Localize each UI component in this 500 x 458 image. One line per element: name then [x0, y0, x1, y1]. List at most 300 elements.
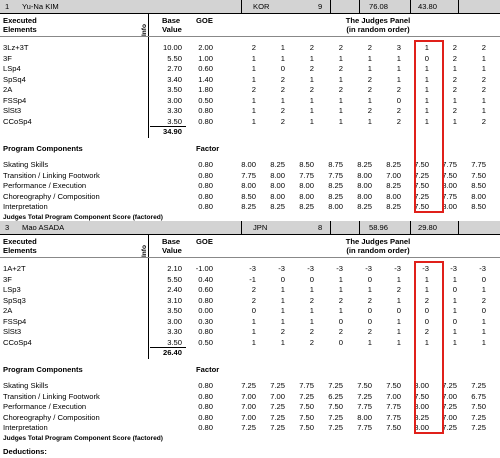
col-judges-panel: The Judges Panel (in random order): [345, 16, 411, 34]
component-factor: 0.80: [198, 412, 213, 422]
element-judge-score: 1: [367, 116, 372, 126]
element-judge-score: 2: [309, 327, 314, 336]
header-divider: [458, 221, 459, 234]
element-judge-score: 2: [338, 327, 343, 336]
element-goe: 0.50: [198, 95, 213, 105]
element-judge-score: 0: [367, 316, 372, 326]
element-judge-score: 0: [309, 274, 314, 284]
component-judge-score: 7.50: [299, 412, 314, 422]
element-judge-score: 1: [338, 106, 343, 115]
component-judge-score: 8.25: [414, 412, 429, 422]
component-factor: 0.80: [198, 402, 213, 411]
element-name: SpSq3: [3, 295, 26, 305]
element-judge-score: 1: [424, 85, 429, 94]
component-judge-score: 8.00: [270, 191, 285, 201]
component-name: Skating Skills: [3, 160, 49, 169]
element-judge-score: 2: [309, 337, 314, 347]
component-judge-score: 8.25: [357, 160, 372, 169]
component-judge-score: 7.75: [241, 170, 256, 180]
component-judge-score: 7.25: [442, 423, 457, 432]
component-name: Transition / Linking Footwork: [3, 391, 100, 401]
element-judge-score: 1: [452, 64, 457, 73]
element-judge-score: 2: [280, 116, 285, 126]
base-value-total: 26.40: [162, 348, 182, 357]
element-judge-score: 1: [251, 116, 256, 126]
column-heading-rule: [0, 36, 500, 37]
element-name: SlSt3: [3, 327, 22, 336]
component-judge-score: 7.25: [442, 381, 457, 390]
component-judge-score: 7.25: [471, 412, 486, 422]
element-judge-score: 2: [424, 295, 429, 305]
element-judge-score: 2: [396, 85, 401, 94]
element-judge-score: -3: [422, 264, 429, 273]
component-judge-score: 7.00: [241, 402, 256, 411]
element-judge-score: 2: [338, 43, 343, 52]
col-executed-elements: Executed Elements: [3, 16, 37, 34]
element-judge-score: 1: [280, 95, 285, 105]
component-factor: 0.80: [198, 160, 213, 169]
element-judge-score: 2: [481, 116, 486, 126]
pcs-total-label: Judges Total Program Component Score (factored): [3, 213, 163, 221]
total-element-score: 43.80: [418, 2, 438, 11]
component-judge-score: 7.25: [328, 412, 343, 422]
header-rule: [0, 234, 500, 235]
element-judge-score: 2: [309, 295, 314, 305]
col-base-value: Base Value: [162, 16, 182, 34]
element-goe: 0.30: [198, 316, 213, 326]
element-judge-score: 1: [396, 74, 401, 84]
element-judge-score: 3: [396, 43, 401, 52]
element-goe: 1.00: [198, 53, 213, 63]
element-judge-score: 0: [424, 53, 429, 63]
element-judge-score: -1: [249, 274, 256, 284]
component-name: Choreography / Composition: [3, 412, 100, 422]
element-judge-score: 0: [481, 306, 486, 315]
component-judge-score: 7.25: [471, 381, 486, 390]
component-judge-score: 8.00: [442, 202, 457, 211]
element-goe: 0.60: [198, 64, 213, 73]
component-judge-score: 7.75: [357, 402, 372, 411]
component-judge-score: 8.25: [386, 160, 401, 169]
component-judge-score: 7.75: [357, 423, 372, 432]
col-goe: GOE: [196, 16, 213, 25]
element-name: LSp4: [3, 64, 21, 73]
element-judge-score: 1: [367, 64, 372, 73]
element-judge-score: 1: [396, 295, 401, 305]
element-judge-score: 1: [309, 306, 314, 315]
component-judge-score: 7.25: [442, 402, 457, 411]
skater-name: Yu-Na KIM: [22, 2, 59, 11]
element-name: 3F: [3, 53, 12, 63]
element-judge-score: 0: [396, 306, 401, 315]
element-judge-score: 1: [280, 295, 285, 305]
element-name: LSp3: [3, 285, 21, 294]
element-judge-score: 1: [338, 306, 343, 315]
col-base-value: Base Value: [162, 237, 182, 255]
component-judge-score: 8.00: [299, 191, 314, 201]
header-divider: [241, 0, 242, 13]
component-judge-score: 6.75: [471, 391, 486, 401]
component-judge-score: 8.00: [270, 181, 285, 190]
column-heading-rule: [0, 257, 500, 258]
element-judge-score: 1: [396, 64, 401, 73]
element-judge-score: 1: [481, 64, 486, 73]
component-judge-score: 7.75: [328, 170, 343, 180]
component-judge-score: 8.00: [414, 402, 429, 411]
judge-column-highlight: [414, 40, 444, 213]
header-rule: [0, 13, 500, 14]
component-judge-score: 7.75: [299, 381, 314, 390]
total-segment-score: 76.08: [369, 2, 389, 11]
element-judge-score: 2: [280, 327, 285, 336]
element-judge-score: 2: [452, 74, 457, 84]
component-judge-score: 7.25: [270, 423, 285, 432]
element-judge-score: 1: [424, 64, 429, 73]
skater-nation: KOR: [253, 2, 270, 11]
element-base-value: 3.30: [167, 327, 182, 336]
element-judge-score: 1: [367, 53, 372, 63]
element-goe: -1.00: [195, 264, 213, 273]
component-factor: 0.80: [198, 423, 213, 432]
deductions-label: Deductions:: [3, 447, 47, 456]
component-judge-score: 8.00: [299, 181, 314, 190]
element-judge-score: 0: [280, 64, 285, 73]
component-judge-score: 8.25: [328, 181, 343, 190]
component-judge-score: 7.50: [299, 423, 314, 432]
component-judge-score: 8.00: [328, 202, 343, 211]
element-name: 3F: [3, 274, 12, 284]
element-judge-score: 1: [338, 116, 343, 126]
element-judge-score: 2: [280, 106, 285, 115]
element-judge-score: 0: [338, 316, 343, 326]
element-judge-score: 1: [280, 316, 285, 326]
element-base-value: 2.40: [167, 285, 182, 294]
element-judge-score: 1: [481, 327, 486, 336]
element-judge-score: 2: [367, 295, 372, 305]
element-judge-score: 1: [424, 337, 429, 347]
element-judge-score: 1: [452, 295, 457, 305]
element-base-value: 3.50: [167, 306, 182, 315]
component-judge-score: 7.50: [414, 202, 429, 211]
element-judge-score: 1: [424, 285, 429, 294]
element-base-value: 3.00: [167, 316, 182, 326]
component-name: Interpretation: [3, 202, 48, 211]
component-judge-score: 8.00: [414, 423, 429, 432]
component-judge-score: 7.50: [414, 391, 429, 401]
element-judge-score: 1: [309, 116, 314, 126]
component-judge-score: 7.75: [442, 191, 457, 201]
component-judge-score: 8.00: [442, 181, 457, 190]
element-judge-score: 1: [251, 316, 256, 326]
element-judge-score: 1: [452, 95, 457, 105]
element-judge-score: 2: [367, 43, 372, 52]
component-judge-score: 6.25: [328, 391, 343, 401]
component-judge-score: 7.00: [386, 170, 401, 180]
element-judge-score: 1: [367, 337, 372, 347]
component-judge-score: 8.50: [241, 191, 256, 201]
element-judge-score: 1: [309, 74, 314, 84]
component-judge-score: 8.25: [270, 202, 285, 211]
header-divider: [330, 0, 331, 13]
element-name: 2A: [3, 85, 13, 94]
element-judge-score: 0: [367, 306, 372, 315]
element-judge-score: -3: [479, 264, 486, 273]
element-goe: 0.80: [198, 295, 213, 305]
element-judge-score: 1: [338, 74, 343, 84]
element-base-value: 3.40: [167, 74, 182, 84]
header-divider: [410, 221, 411, 234]
component-judge-score: 8.25: [386, 202, 401, 211]
component-factor: 0.80: [198, 191, 213, 201]
element-judge-score: 2: [481, 295, 486, 305]
element-judge-score: 2: [251, 43, 256, 52]
element-goe: 0.50: [198, 337, 213, 347]
element-judge-score: -3: [450, 264, 457, 273]
element-base-value: 2.10: [167, 264, 182, 273]
program-components-title: Program Components: [3, 144, 83, 153]
component-judge-score: 8.00: [357, 191, 372, 201]
element-judge-score: 2: [367, 327, 372, 336]
element-judge-score: 0: [481, 274, 486, 284]
element-base-value: 3.00: [167, 95, 182, 105]
pcs-total-label: Judges Total Program Component Score (factored): [3, 434, 163, 442]
component-judge-score: 7.00: [241, 391, 256, 401]
component-judge-score: 7.50: [471, 170, 486, 180]
element-judge-score: -3: [249, 264, 256, 273]
element-judge-score: -3: [307, 264, 314, 273]
element-judge-score: 2: [452, 43, 457, 52]
element-judge-score: 2: [481, 74, 486, 84]
component-judge-score: 7.75: [299, 170, 314, 180]
component-judge-score: 7.50: [299, 402, 314, 411]
component-judge-score: 7.50: [442, 170, 457, 180]
element-judge-score: 1: [280, 53, 285, 63]
element-judge-score: 2: [338, 295, 343, 305]
element-name: FSSp4: [3, 316, 27, 326]
component-judge-score: 7.50: [386, 381, 401, 390]
component-judge-score: 8.00: [241, 181, 256, 190]
element-judge-score: 2: [452, 106, 457, 115]
component-judge-score: 8.25: [328, 191, 343, 201]
element-goe: 1.40: [198, 74, 213, 84]
element-judge-score: 1: [338, 95, 343, 105]
header-divider: [330, 221, 331, 234]
component-judge-score: 7.25: [414, 170, 429, 180]
element-judge-score: 2: [367, 74, 372, 84]
skater-nation: JPN: [253, 223, 268, 232]
element-goe: 0.40: [198, 274, 213, 284]
skater-rank: 1: [5, 2, 10, 11]
factor-label: Factor: [196, 144, 220, 153]
component-judge-score: 7.50: [471, 402, 486, 411]
element-judge-score: 2: [481, 43, 486, 52]
component-judge-score: 8.25: [241, 202, 256, 211]
component-judge-score: 7.00: [442, 391, 457, 401]
element-judge-score: 2: [309, 43, 314, 52]
element-judge-score: 1: [481, 106, 486, 115]
component-judge-score: 7.25: [270, 412, 285, 422]
header-divider: [241, 221, 242, 234]
component-judge-score: 8.25: [357, 202, 372, 211]
header-divider: [359, 0, 360, 13]
element-judge-score: 1: [481, 95, 486, 105]
element-name: FSSp4: [3, 95, 27, 105]
element-judge-score: 2: [481, 85, 486, 94]
element-judge-score: 1: [280, 337, 285, 347]
element-goe: 1.80: [198, 85, 213, 94]
element-judge-score: 0: [251, 306, 256, 315]
component-judge-score: 8.00: [241, 160, 256, 169]
element-judge-score: 1: [452, 306, 457, 315]
component-judge-score: 8.00: [471, 191, 486, 201]
component-name: Performance / Execution: [3, 402, 87, 411]
component-judge-score: 7.25: [357, 391, 372, 401]
element-name: 1A+2T: [3, 264, 26, 273]
component-factor: 0.80: [198, 381, 213, 390]
element-judge-score: 1: [452, 337, 457, 347]
total-segment-score: 58.96: [369, 223, 389, 232]
component-judge-score: 7.25: [328, 381, 343, 390]
element-judge-score: 2: [396, 285, 401, 294]
component-judge-score: 7.25: [471, 423, 486, 432]
element-judge-score: 1: [424, 43, 429, 52]
element-judge-score: 1: [452, 327, 457, 336]
component-judge-score: 7.75: [386, 412, 401, 422]
element-judge-score: 1: [251, 95, 256, 105]
component-judge-score: 8.25: [299, 202, 314, 211]
component-judge-score: 8.75: [328, 160, 343, 169]
element-judge-score: 2: [396, 106, 401, 115]
skater-rank: 3: [5, 223, 10, 232]
component-name: Interpretation: [3, 423, 48, 432]
element-judge-score: 2: [280, 85, 285, 94]
element-judge-score: -3: [394, 264, 401, 273]
component-judge-score: 7.50: [357, 381, 372, 390]
component-judge-score: 7.50: [414, 160, 429, 169]
component-judge-score: 7.25: [241, 423, 256, 432]
element-judge-score: 1: [396, 327, 401, 336]
element-judge-score: 1: [280, 285, 285, 294]
element-judge-score: 1: [309, 316, 314, 326]
element-base-value: 5.50: [167, 53, 182, 63]
component-judge-score: 7.00: [386, 391, 401, 401]
header-divider: [458, 0, 459, 13]
component-judge-score: 7.00: [241, 412, 256, 422]
component-judge-score: 7.25: [270, 402, 285, 411]
col-judges-panel: The Judges Panel (in random order): [345, 237, 411, 255]
element-goe: 0.60: [198, 285, 213, 294]
element-judge-score: 2: [396, 116, 401, 126]
element-judge-score: 2: [338, 64, 343, 73]
element-name: 3Lz+3T: [3, 43, 29, 52]
element-judge-score: 1: [481, 53, 486, 63]
element-judge-score: 0: [452, 316, 457, 326]
component-judge-score: 7.25: [414, 191, 429, 201]
component-name: Choreography / Composition: [3, 191, 100, 201]
element-judge-score: 2: [251, 295, 256, 305]
component-factor: 0.80: [198, 181, 213, 190]
element-judge-score: 1: [367, 95, 372, 105]
element-judge-score: 2: [338, 85, 343, 94]
component-judge-score: 8.50: [471, 181, 486, 190]
component-factor: 0.80: [198, 391, 213, 401]
col-info: Info: [141, 24, 148, 36]
element-judge-score: 1: [251, 64, 256, 73]
col-goe: GOE: [196, 237, 213, 246]
element-judge-score: 2: [251, 285, 256, 294]
element-judge-score: 2: [424, 327, 429, 336]
element-judge-score: 1: [452, 274, 457, 284]
component-judge-score: 7.25: [328, 423, 343, 432]
element-base-value: 10.00: [162, 43, 182, 52]
element-judge-score: 1: [309, 285, 314, 294]
element-judge-score: -3: [278, 264, 285, 273]
header-divider: [359, 221, 360, 234]
element-judge-score: 1: [338, 274, 343, 284]
element-judge-score: 1: [481, 316, 486, 326]
element-name: CCoSp4: [3, 116, 32, 126]
component-judge-score: 7.50: [328, 402, 343, 411]
element-judge-score: 1: [280, 43, 285, 52]
element-judge-score: 0: [280, 274, 285, 284]
element-judge-score: 2: [452, 85, 457, 94]
element-judge-score: 1: [309, 53, 314, 63]
total-element-score: 29.80: [418, 223, 438, 232]
element-judge-score: 0: [396, 95, 401, 105]
element-judge-score: 2: [280, 74, 285, 84]
element-base-value: 3.50: [167, 85, 182, 94]
component-judge-score: 7.00: [442, 412, 457, 422]
element-judge-score: 0: [424, 306, 429, 315]
element-judge-score: 2: [251, 85, 256, 94]
element-judge-score: 1: [396, 337, 401, 347]
element-judge-score: 1: [251, 106, 256, 115]
component-name: Transition / Linking Footwork: [3, 170, 100, 180]
element-judge-score: -3: [336, 264, 343, 273]
component-judge-score: 8.00: [357, 412, 372, 422]
element-judge-score: 1: [481, 285, 486, 294]
element-goe: 0.80: [198, 106, 213, 115]
element-judge-score: 0: [452, 285, 457, 294]
component-judge-score: 7.25: [241, 381, 256, 390]
col-info: Info: [141, 245, 148, 257]
component-judge-score: 8.25: [386, 181, 401, 190]
component-judge-score: 8.00: [357, 170, 372, 180]
element-judge-score: 1: [280, 306, 285, 315]
element-base-value: 3.10: [167, 295, 182, 305]
element-judge-score: 2: [367, 85, 372, 94]
component-judge-score: 8.00: [414, 381, 429, 390]
element-judge-score: 2: [309, 64, 314, 73]
element-judge-score: 0: [367, 274, 372, 284]
element-judge-score: 1: [251, 74, 256, 84]
element-judge-score: 1: [251, 327, 256, 336]
component-judge-score: 7.75: [442, 160, 457, 169]
skater-name: Mao ASADA: [22, 223, 65, 232]
component-judge-score: 7.75: [471, 160, 486, 169]
component-judge-score: 8.00: [357, 181, 372, 190]
element-base-value: 3.50: [167, 337, 182, 347]
component-judge-score: 7.00: [270, 391, 285, 401]
element-goe: 2.00: [198, 43, 213, 52]
component-judge-score: 8.00: [270, 170, 285, 180]
component-judge-score: 7.50: [386, 423, 401, 432]
element-judge-score: 2: [452, 53, 457, 63]
element-judge-score: 1: [309, 95, 314, 105]
element-judge-score: 1: [424, 274, 429, 284]
element-judge-score: 1: [396, 316, 401, 326]
element-goe: 0.80: [198, 327, 213, 336]
